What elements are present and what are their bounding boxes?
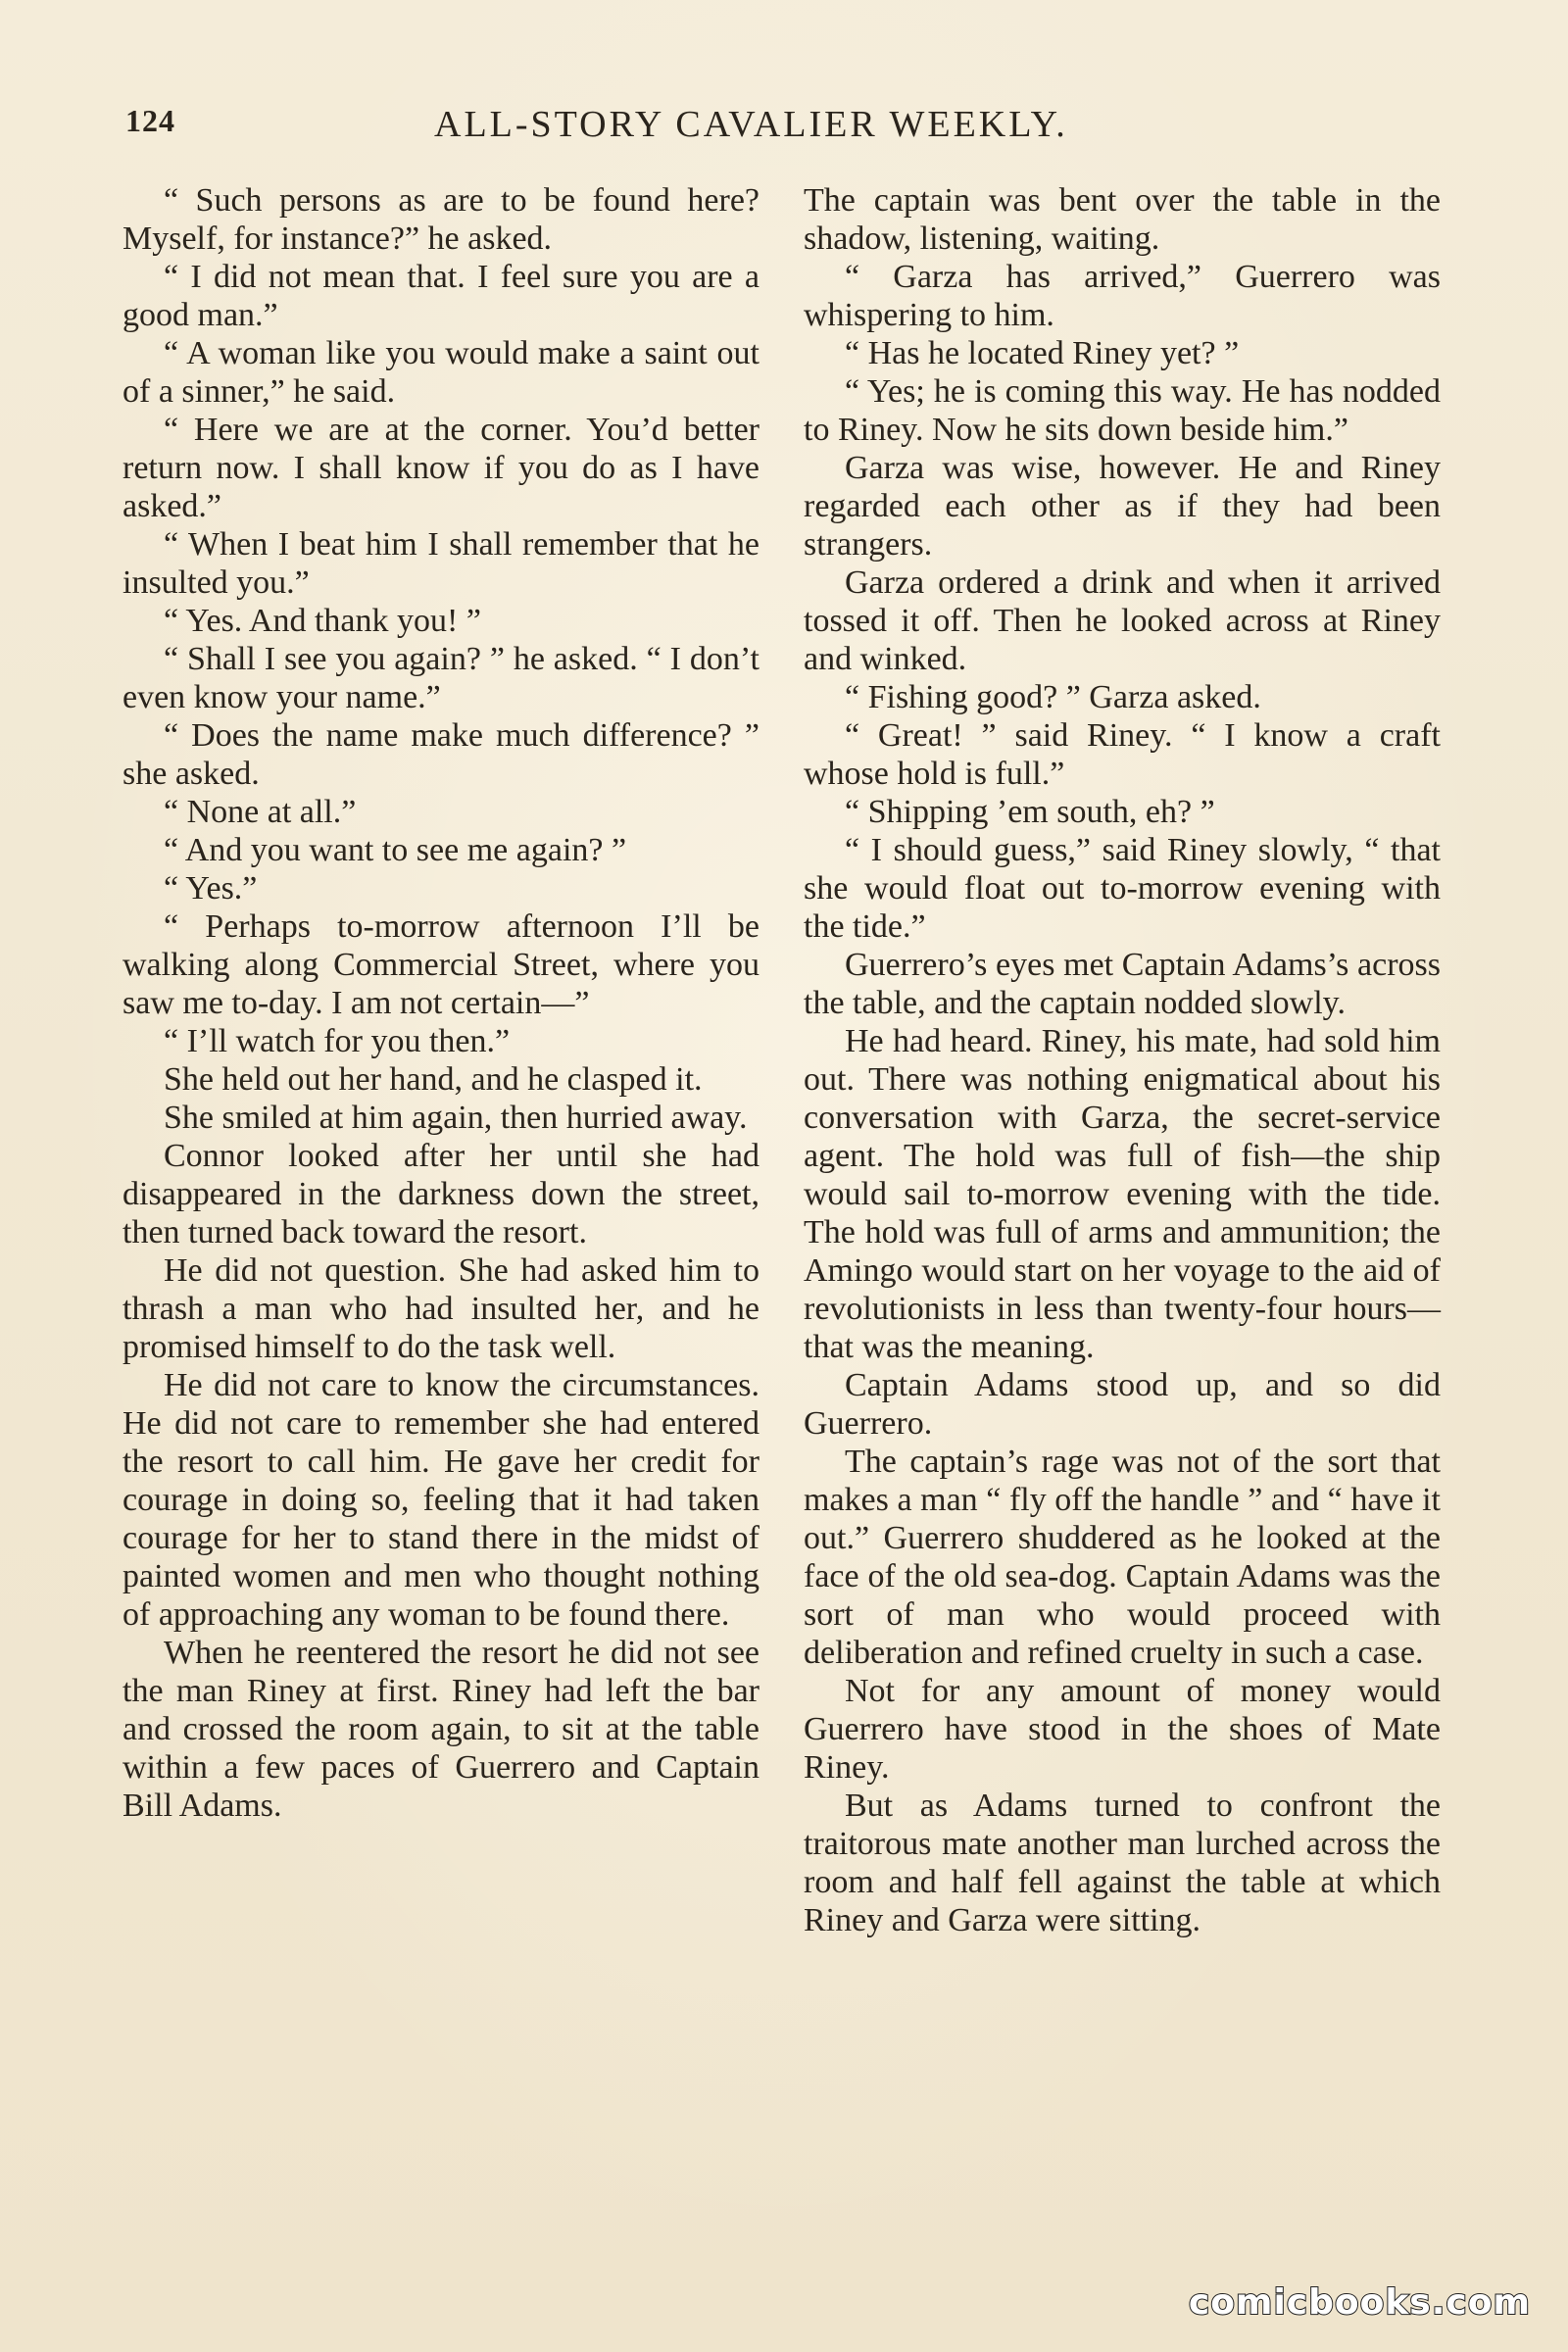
- paragraph: “ A woman like you would make a saint out of a sinner,” he said.: [122, 335, 760, 410]
- paragraph: He did not care to know the circumstances. He did not care to remember she had entered the resort to call him. He gave her credit for courage in doing so, feeling that it had taken courage for her to stand there in the midst of painted women and men who thought nothing of approaching any woman to be found there.: [122, 1367, 760, 1633]
- paragraph: When he reentered the resort he did not see the man Riney at first. Riney had left the bar and crossed the room again, to sit at the table within a few paces of Guerrero and Captain Bill Adams.: [122, 1635, 760, 1824]
- paragraph: “ And you want to see me again? ”: [164, 832, 627, 868]
- paragraph: She held out her hand, and he clasped it.: [164, 1061, 703, 1098]
- paragraph: “ Garza has arrived,” Guerrero was whispering to him.: [804, 259, 1441, 333]
- paragraph: Garza ordered a drink and when it arrived tossed it off. Then he looked across at Riney and winked.: [804, 564, 1441, 677]
- paragraph: “ Yes; he is coming this way. He has nodded to Riney. Now he sits down beside him.”: [804, 373, 1441, 448]
- paragraph: Not for any amount of money would Guerrero have stood in the shoes of Mate Riney.: [804, 1673, 1441, 1786]
- paragraph: “ Perhaps to-morrow afternoon I’ll be walking along Commercial Street, where you saw me to-day. I am not certain—”: [122, 908, 760, 1021]
- paragraph: “ When I beat him I shall remember that he insulted you.”: [122, 526, 760, 601]
- paragraph: “ Shall I see you again? ” he asked. “ I don’t even know your name.”: [122, 641, 760, 715]
- paragraph: He had heard. Riney, his mate, had sold him out. There was nothing enigmatical about his conversation with Garza, the secret-service agent. The hold was full of fish—the ship would sail to-morrow evening with the tide. The hold was full of arms and ammunition; the Amingo would start on her voyage to the aid of revolutionists in less than twenty-four hours—that was the meaning.: [804, 1023, 1441, 1365]
- paragraph: “ I did not mean that. I feel sure you are a good man.”: [122, 259, 760, 333]
- paragraph: “ Shipping ’em south, eh? ”: [845, 794, 1215, 830]
- running-title: ALL-STORY CAVALIER WEEKLY.: [434, 104, 1068, 145]
- paragraph: But as Adams turned to confront the traitorous mate another man lurched across the room and half fell against the table at which Riney and Garza were sitting.: [804, 1788, 1441, 1938]
- watermark: comicbooks.com: [1188, 2282, 1531, 2323]
- paragraph: Captain Adams stood up, and so did Guerrero.: [804, 1367, 1441, 1442]
- paragraph: “ None at all.”: [164, 794, 357, 830]
- paragraph: She smiled at him again, then hurried away.: [164, 1100, 748, 1136]
- paragraph: “ Here we are at the corner. You’d better return now. I shall know if you do as I have asked.”: [122, 412, 760, 524]
- paragraph: “ I’ll watch for you then.”: [164, 1023, 511, 1059]
- paragraph: “ Has he located Riney yet? ”: [845, 335, 1240, 371]
- paragraph: The captain was bent over the table in the shadow, listening, waiting.: [804, 182, 1441, 257]
- paragraph: Guerrero’s eyes met Captain Adams’s across the table, and the captain nodded slowly.: [804, 947, 1441, 1021]
- paragraph: Connor looked after her until she had disappeared in the darkness down the street, then turned back toward the resort.: [122, 1138, 760, 1250]
- paragraph: “ I should guess,” said Riney slowly, “ that she would float out to-morrow evening with the tide.”: [804, 832, 1441, 945]
- right-column: [804, 181, 1441, 1939]
- paragraph: “ Does the name make much difference? ” she asked.: [122, 717, 760, 792]
- paragraph: Garza was wise, however. He and Riney regarded each other as if they had been strangers.: [804, 450, 1441, 563]
- paragraph: The captain’s rage was not of the sort that makes a man “ fly off the handle ” and “ have it out.” Guerrero shuddered as he looked at the face of the old sea-dog. Captain Adams was the sort of man who would proceed with deliberation and refined cruelty in such a case.: [804, 1444, 1441, 1671]
- paragraph: “ Yes. And thank you! ”: [164, 603, 481, 639]
- paragraph: “ Yes.”: [164, 870, 258, 906]
- paragraph: “ Great! ” said Riney. “ I know a craft whose hold is full.”: [804, 717, 1441, 792]
- page-number: 124: [125, 103, 175, 138]
- paragraph: “ Fishing good? ” Garza asked.: [845, 679, 1261, 715]
- page-header: [125, 103, 1448, 152]
- left-column: [122, 181, 760, 1825]
- paragraph: He did not question. She had asked him to thrash a man who had insulted her, and he promised himself to do the task well.: [122, 1252, 760, 1365]
- paragraph: “ Such persons as are to be found here? Myself, for instance?” he asked.: [122, 182, 760, 257]
